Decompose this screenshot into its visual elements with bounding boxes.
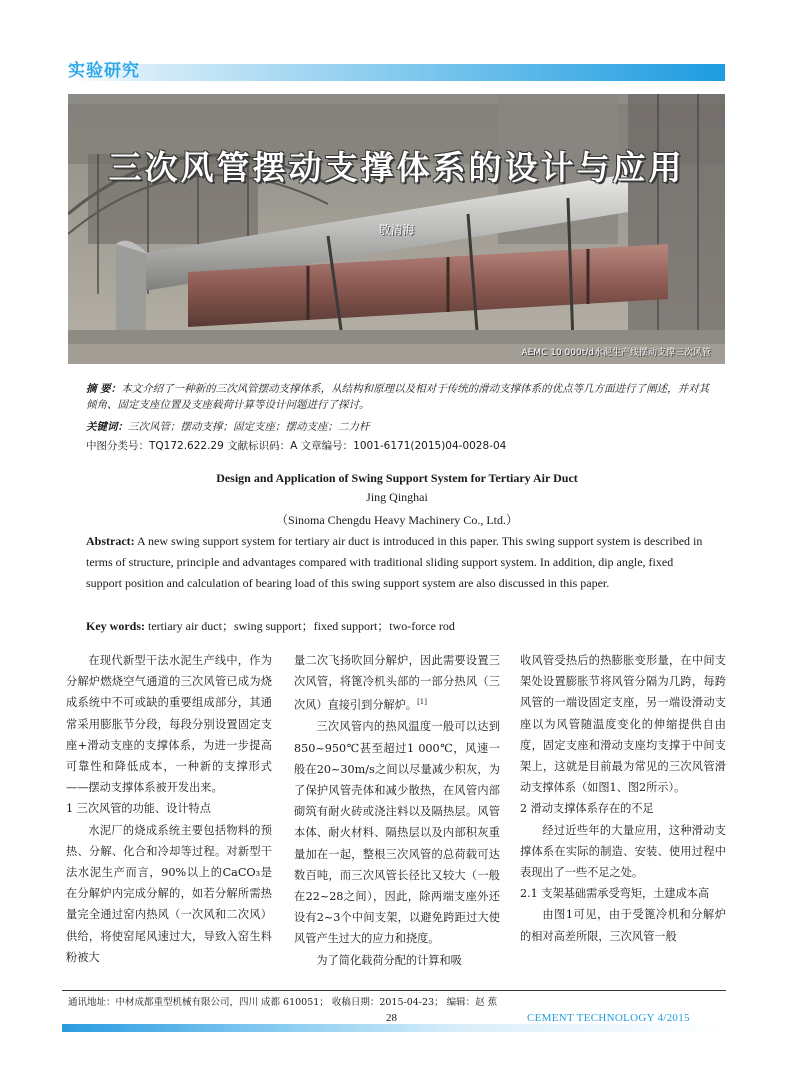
paragraph: 经过近些年的大量应用，这种滑动支撑体系在实际的制造、安装、使用过程中表现出了一些不足之处。 xyxy=(520,823,726,880)
body-column-2 xyxy=(294,650,500,971)
english-abstract-label: Abstract: xyxy=(86,534,135,548)
keywords-cn-label: 关键词： xyxy=(86,421,128,433)
paragraph: 三次风管内的热风温度一般可以达到850~950℃甚至超过1 000℃，风速一般在20~30m/s之间以尽量减少积灰，为了保护风管壳体和减少散热，在风管内部砌筑有耐火砖或浇注料以及隔热层。风管本体、耐火材料、隔热层以及内部积灰重量加在一起，整根三次风管的总荷载可达数百吨，而三次风管长径比又较大（一般在22~28之间），因此，除两端支座外还设有2~3个中间支架，以避免跨距过大使风管产生过大的应力和挠度。 xyxy=(294,720,500,946)
english-keywords-text: tertiary air duct；swing support；fixed support；two-force rod xyxy=(145,619,455,633)
paragraph: 由图1可见，由于受篦冷机和分解炉的相对高差所限，三次风管一般 xyxy=(520,908,726,943)
english-affiliation: （Sinoma Chengdu Heavy Machinery Co., Ltd.） xyxy=(276,513,518,527)
body-column-3 xyxy=(520,650,726,947)
journal-name: CEMENT TECHNOLOGY 4/2015 xyxy=(527,1012,690,1024)
footer-info: 通讯地址：中材成都重型机械有限公司，四川 成都 610051； 收稿日期：2015-04-23； 编辑：赵 蕉 xyxy=(68,997,498,1008)
abstract-cn xyxy=(86,381,716,413)
subsection-heading: 2.1 支架基础需承受弯矩，土建成本高 xyxy=(520,887,710,901)
paragraph-continued: 收风管受热后的热膨胀变形量，在中间支架处设置膨胀节将风管分隔为几跨，每跨风管的一端设固定支座，另一端设滑动支座以为风管随温度变化的伸缩提供自由度，固定支座和滑动支座均支撑于中间支架上，这就是目前最为常见的三次风管滑动支撑体系（如图1、图2所示）。 xyxy=(520,654,726,795)
english-author: Jing Qinghai xyxy=(366,490,428,504)
english-abstract xyxy=(86,531,711,594)
keywords-cn-text: 三次风管；摆动支撑；固定支座；摆动支座；二力杆 xyxy=(128,421,370,433)
body-column-1 xyxy=(66,650,272,968)
paragraph-continued-text: 量二次飞扬吹回分解炉，因此需要设置三次风管，将篦冷机头部的一部分热风（三次风）直接引到分解炉。 xyxy=(294,654,500,713)
abstract-cn-text: 本文介绍了一种新的三次风管摆动支撑体系，从结构和原理以及相对于传统的滑动支撑体系的优点等几方面进行了阐述，并对其倾角、固定支座位置及支座载荷计算等设计问题进行了探讨。 xyxy=(86,383,710,411)
english-keywords xyxy=(86,616,711,637)
classification-line: 中图分类号：TQ172.622.29 文献标识码：A 文章编号：1001-6171(2015)04-0028-04 xyxy=(86,440,507,452)
article-title: 三次风管摆动支撑体系的设计与应用 xyxy=(108,148,685,187)
paragraph-continued xyxy=(294,650,500,716)
english-keywords-label: Key words: xyxy=(86,619,145,633)
english-title: Design and Application of Swing Support System for Tertiary Air Duct xyxy=(216,471,578,485)
hero-photo xyxy=(68,94,725,364)
photo-caption: AEMC 10 000t/d水泥生产线摆动支撑三次风管 xyxy=(521,348,711,358)
footer-rule xyxy=(62,990,726,991)
author-name: 敬清海 xyxy=(378,223,415,237)
citation-marker: [1] xyxy=(417,698,427,707)
keywords-cn xyxy=(86,419,370,435)
section-header-bar xyxy=(68,64,725,81)
section-heading: 1 三次风管的功能、设计特点 xyxy=(66,802,211,816)
footer-bar xyxy=(62,1024,726,1032)
paragraph: 为了简化载荷分配的计算和吸 xyxy=(316,953,462,967)
paragraph: 在现代新型干法水泥生产线中，作为分解炉燃烧空气通道的三次风管已成为烧成系统中不可或缺的重要组成部分，其通常采用膨胀节分段，每段分别设置固定支座+滑动支座的支撑体系，为进一步提高可靠性和降低成本，一种新的支撑形式——摆动支撑体系被开发出来。 xyxy=(66,654,272,795)
page-number: 28 xyxy=(386,1012,397,1024)
english-abstract-text: A new swing support system for tertiary air duct is introduced in this paper. This swing support system is described in terms of structure, principle and advantages compared with traditional sliding support system. In addition, dip angle, fixed support position and calculation of bearing load of this swing support system are also discussed in this paper. xyxy=(86,534,703,590)
abstract-cn-label: 摘 要： xyxy=(86,383,122,395)
section-label: 实验研究 xyxy=(68,61,140,81)
paragraph: 水泥厂的烧成系统主要包括物料的预热、分解、化合和冷却等过程。对新型干法水泥生产而言，90%以上的CaCO₃是在分解炉内完成分解的，如若分解所需热量完全通过窑内热风（一次风和二次风）供给，将使窑尾风速过大，导致入窑生料粉被大 xyxy=(66,823,272,964)
section-heading: 2 滑动支撑体系存在的不足 xyxy=(520,802,654,816)
